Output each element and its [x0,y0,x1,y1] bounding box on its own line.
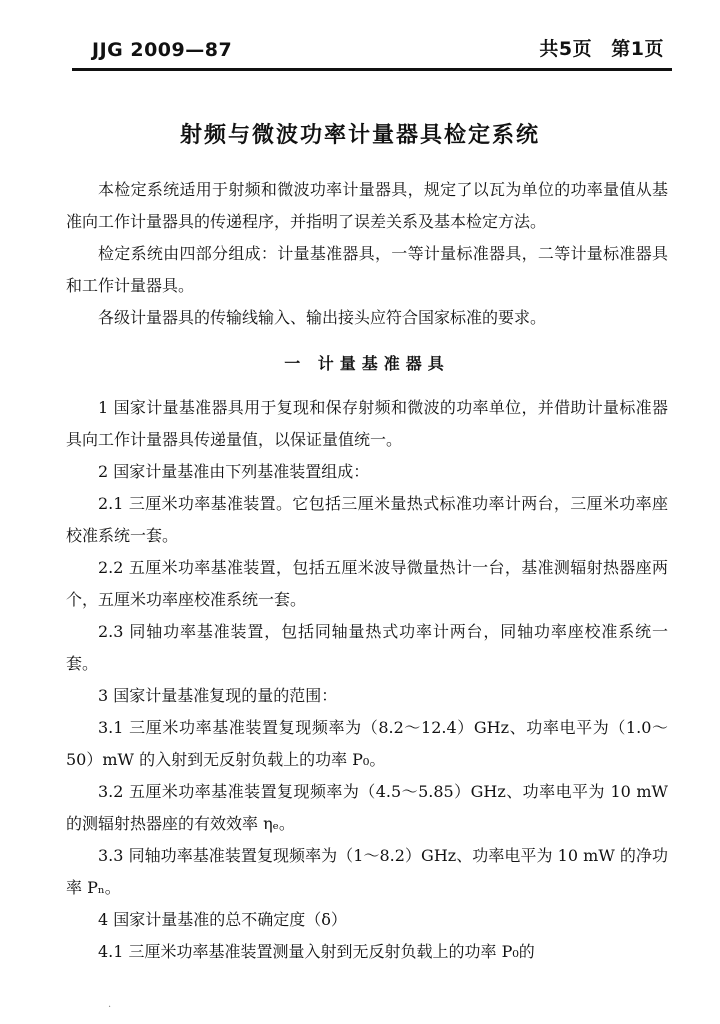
clause: 2.1 三厘米功率基准装置。它包括三厘米量热式标准功率计两台，三厘米功率座校准系统一套。 [66,494,668,545]
clause: 2 国家计量基准由下列基准装置组成： [98,462,370,481]
section-heading: 一 计量基准器具 [284,354,450,373]
total-pages: 共5页 [539,38,593,60]
clause: 4.1 三厘米功率基准装置测量入射到无反射负载上的功率 P₀的 [98,942,535,961]
clause: 2.3 同轴功率基准装置，包括同轴量热式功率计两台，同轴功率座校准系统一套。 [66,622,668,673]
clause: 3.2 五厘米功率基准装置复现频率为（4.5～5.85）GHz、功率电平为 10 mW 的测辐射热器座的有效效率 ηₑ。 [66,782,668,833]
page-info [527,34,664,61]
scan-speck: · [108,1002,112,1013]
document-title: 射频与微波功率计量器具检定系统 [179,123,540,148]
document-body [66,174,668,968]
intro-paragraph: 检定系统由四部分组成：计量基准器具，一等计量标准器具，二等计量标准器具和工作计量器具。 [66,244,668,295]
header-rule [72,68,672,71]
clause: 1 国家计量基准器具用于复现和保存射频和微波的功率单位，并借助计量标准器具向工作计量器具传递量值，以保证量值统一。 [66,398,668,449]
intro-paragraph: 本检定系统适用于射频和微波功率计量器具，规定了以瓦为单位的功率量值从基准向工作计量器具的传递程序，并指明了误差关系及基本检定方法。 [66,180,668,231]
clause: 3.1 三厘米功率基准装置复现频率为（8.2～12.4）GHz、功率电平为（1.0～50）mW 的入射到无反射负载上的功率 P₀。 [66,718,668,769]
current-page: 第1页 [611,38,664,60]
clause: 3 国家计量基准复现的量的范围： [98,686,338,705]
intro-paragraph: 各级计量器具的传输线输入、输出接头应符合国家标准的要求。 [98,308,547,327]
page-header [92,34,664,61]
clause: 2.2 五厘米功率基准装置，包括五厘米波导微量热计一台，基准测辐射热器座两个，五厘米功率座校准系统一套。 [66,558,668,609]
document-code: JJG 2009—87 [92,39,233,61]
clause: 3.3 同轴功率基准装置复现频率为（1～8.2）GHz、功率电平为 10 mW 的净功率 Pₙ。 [66,846,668,897]
clause: 4 国家计量基准的总不确定度（δ） [98,910,347,929]
